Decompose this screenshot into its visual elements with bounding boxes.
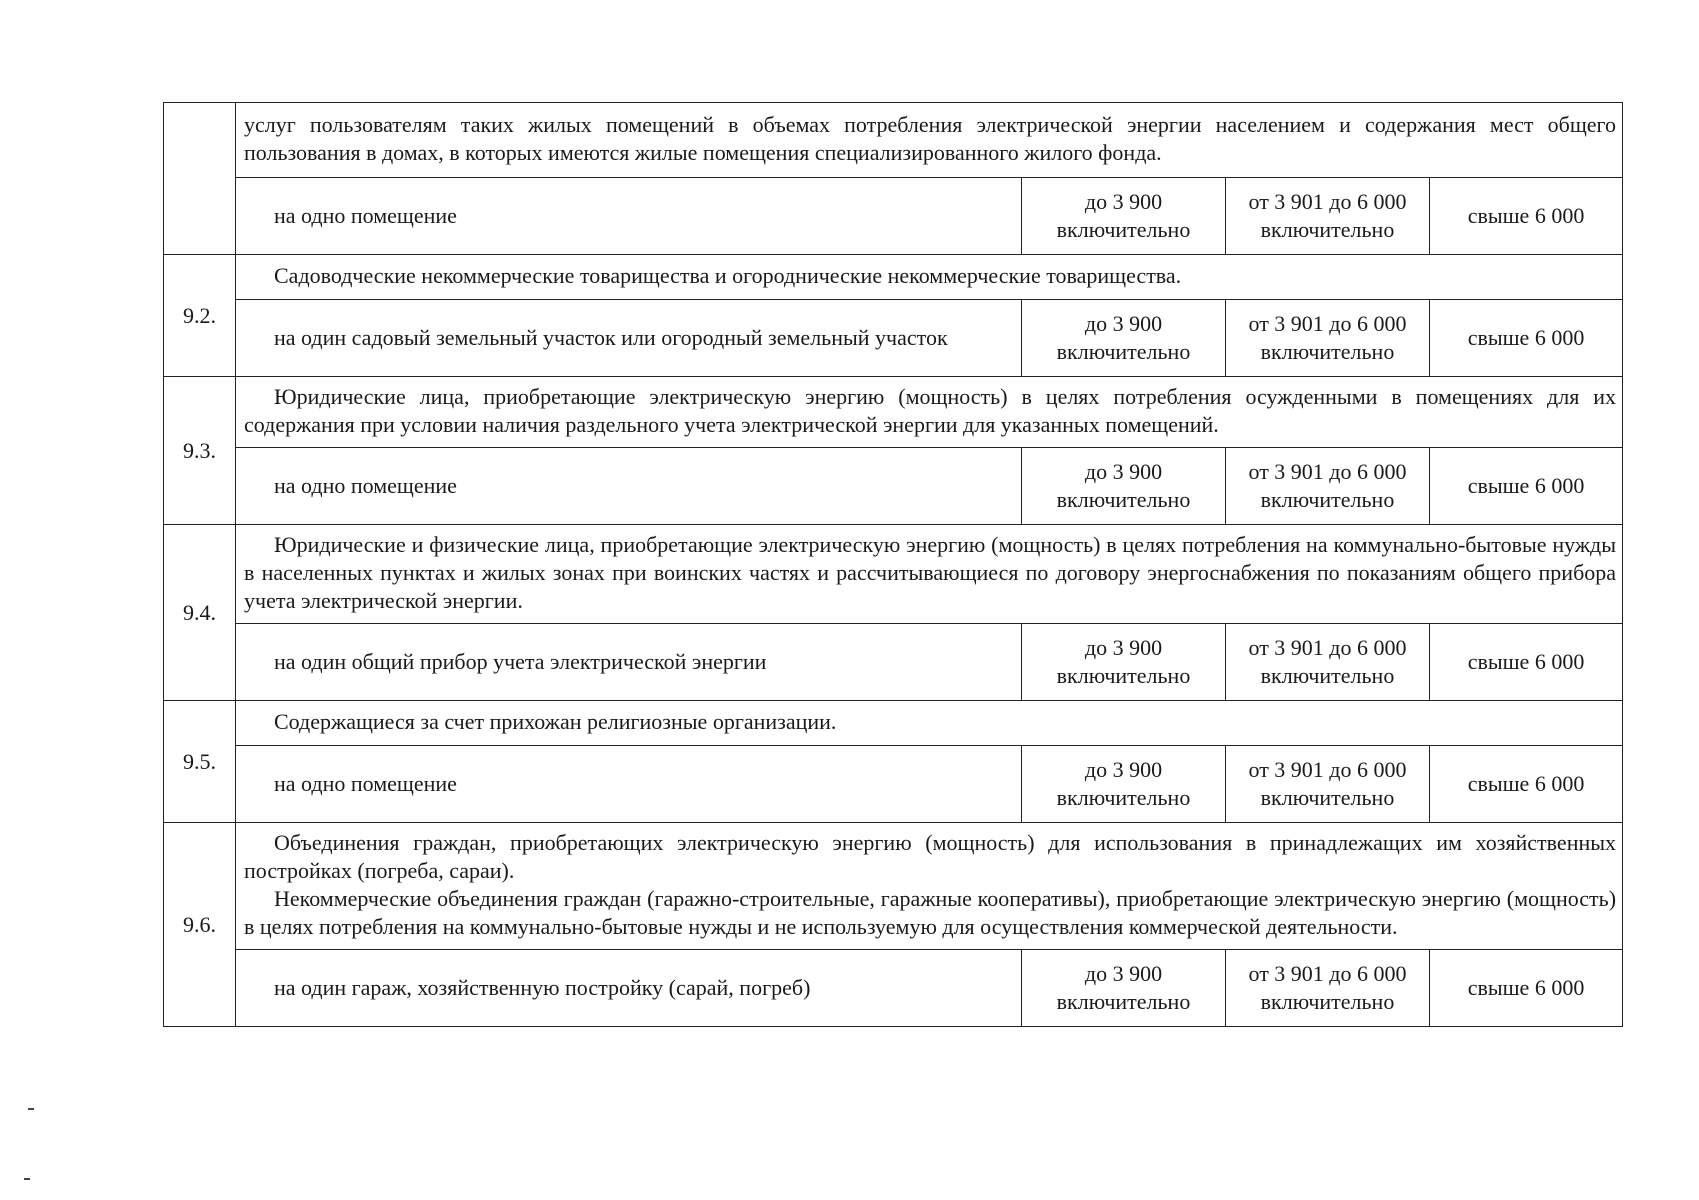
unit-label: на один садовый земельный участок или огородный земельный участок [274, 325, 948, 350]
row-number: 9.6. [164, 823, 236, 1027]
table-row [164, 823, 1623, 950]
row-number [164, 103, 236, 255]
range-low-cell: до 3 900 включительно [1022, 300, 1226, 377]
table-row [164, 448, 1623, 525]
range-low-cell: до 3 900 включительно [1022, 950, 1226, 1027]
range-high-cell: свыше 6 000 [1430, 300, 1623, 377]
range-mid-cell: от 3 901 до 6 000 включительно [1226, 950, 1430, 1027]
range-mid-cell: от 3 901 до 6 000 включительно [1226, 448, 1430, 525]
row-number: 9.5. [164, 701, 236, 823]
table-row [164, 950, 1623, 1027]
range-mid-cell: от 3 901 до 6 000 включительно [1226, 624, 1430, 701]
category-paragraph: Некоммерческие объединения граждан (гаражно-строительные, гаражные кооперативы), приобретающие электрическую энергию (мощность) в целях потребления на коммунально-бытовые нужды и не используемую для осуществления коммерческой деятельности. [244, 886, 1617, 939]
range-high-cell: свыше 6 000 [1430, 624, 1623, 701]
unit-label: на одно помещение [274, 473, 457, 498]
table-row [164, 701, 1623, 746]
range-high-cell: свыше 6 000 [1430, 178, 1623, 255]
range-low-cell: до 3 900 включительно [1022, 178, 1226, 255]
range-mid-cell: от 3 901 до 6 000 включительно [1226, 746, 1430, 823]
tariff-table [163, 102, 1623, 1027]
unit-cell [236, 448, 1022, 525]
unit-cell [236, 746, 1022, 823]
row-number: 9.4. [164, 525, 236, 701]
unit-cell [236, 178, 1022, 255]
unit-label: на один гараж, хозяйственную постройку (сарай, погреб) [274, 975, 811, 1000]
range-high-cell: свыше 6 000 [1430, 448, 1623, 525]
row-number: 9.3. [164, 377, 236, 525]
category-paragraph: услуг пользователям таких жилых помещений в объемах потребления электрической энергии населением и содержания мест общего пользования в домах, в которых имеются жилые помещения специализированного жилого фонда. [244, 112, 1617, 165]
table-row [164, 746, 1623, 823]
unit-cell [236, 950, 1022, 1027]
range-mid-cell: от 3 901 до 6 000 включительно [1226, 300, 1430, 377]
range-low-cell: до 3 900 включительно [1022, 448, 1226, 525]
range-high-cell: свыше 6 000 [1430, 746, 1623, 823]
range-high-cell: свыше 6 000 [1430, 950, 1623, 1027]
table-row [164, 300, 1623, 377]
unit-label: на один общий прибор учета электрической энергии [274, 649, 767, 674]
category-description [236, 255, 1623, 300]
scan-speck [24, 1178, 30, 1180]
category-paragraph: Юридические и физические лица, приобретающие электрическую энергию (мощность) в целях потребления на коммунально-бытовые нужды в населенных пунктах и жилых зонах при воинских частях и рассчитывающиеся по договору энергоснабжения по показаниям общего прибора учета электрической энергии. [244, 532, 1617, 613]
unit-label: на одно помещение [274, 203, 457, 228]
range-low-cell: до 3 900 включительно [1022, 746, 1226, 823]
table-row [164, 525, 1623, 624]
category-paragraph: Юридические лица, приобретающие электрическую энергию (мощность) в целях потребления осужденными в помещениях для их содержания при условии наличия раздельного учета электрической энергии для указанных помещений. [244, 384, 1617, 437]
table-row [164, 624, 1623, 701]
category-description [236, 823, 1623, 950]
category-paragraph: Объединения граждан, приобретающих электрическую энергию (мощность) для использования в принадлежащих им хозяйственных постройках (погреба, сараи). [244, 830, 1617, 883]
unit-cell [236, 624, 1022, 701]
category-description [236, 103, 1623, 178]
unit-label: на одно помещение [274, 771, 457, 796]
row-number: 9.2. [164, 255, 236, 377]
category-paragraph: Садоводческие некоммерческие товарищества и огороднические некоммерческие товарищества. [274, 263, 1182, 288]
range-low-cell: до 3 900 включительно [1022, 624, 1226, 701]
category-paragraph: Содержащиеся за счет прихожан религиозные организации. [274, 709, 837, 734]
table-row [164, 103, 1623, 178]
table-row [164, 377, 1623, 448]
unit-cell [236, 300, 1022, 377]
table-row [164, 255, 1623, 300]
category-description [236, 525, 1623, 624]
table-row [164, 178, 1623, 255]
category-description [236, 701, 1623, 746]
scan-speck [28, 1108, 34, 1110]
category-description [236, 377, 1623, 448]
range-mid-cell: от 3 901 до 6 000 включительно [1226, 178, 1430, 255]
